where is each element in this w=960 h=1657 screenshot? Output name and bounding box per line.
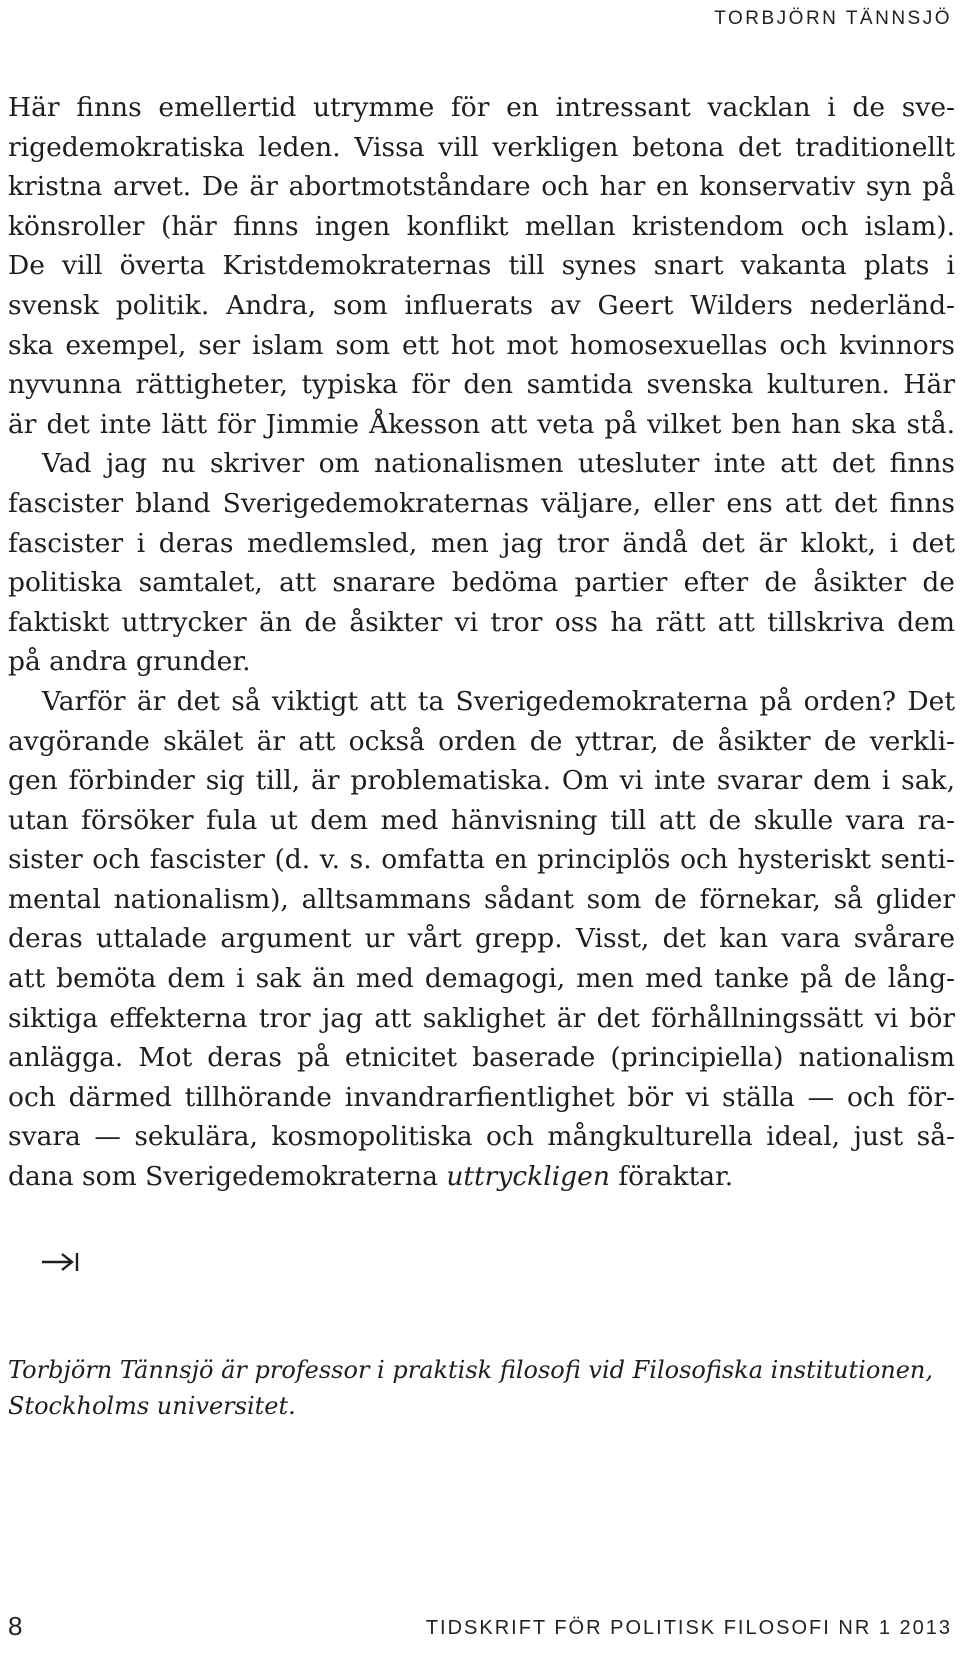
byline-line-2: Stockholms universitet. bbox=[8, 1392, 296, 1420]
page-number: 8 bbox=[8, 1611, 23, 1641]
body-line: kristna arvet. De är abortmotståndare och har en konservativ syn på bbox=[8, 171, 955, 203]
body-line: och därmed tillhörande invandrarfientlighet bör vi ställa — och för- bbox=[8, 1081, 955, 1113]
body-line: siktiga effekterna tror jag att saklighet är det förhållningssätt vi bör bbox=[8, 1002, 955, 1034]
body-line: De vill överta Kristdemokraternas till synes snart vakanta plats i bbox=[8, 250, 955, 282]
running-head: TORBJÖRN TÄNNSJÖ bbox=[714, 8, 952, 29]
body-line: rigedemokratiska leden. Vissa vill verkligen betona det traditionellt bbox=[8, 131, 955, 163]
body-line-last bbox=[8, 1157, 955, 1197]
body-line: utan försöker fula ut dem med hänvisning till att de skulle vara ra- bbox=[8, 804, 955, 836]
body-line-last-tail: föraktar. bbox=[609, 1161, 734, 1193]
body-line: politiska samtalet, att snarare bedöma partier efter de åsikter de bbox=[8, 567, 955, 599]
body-line: anlägga. Mot deras på etnicitet baserade (principiella) nationalism bbox=[8, 1042, 955, 1074]
body-line: att bemöta dem i sak än med demagogi, men med tanke på de lång- bbox=[8, 963, 955, 995]
body-line: deras uttalade argument ur vårt grepp. Visst, det kan vara svårare bbox=[8, 923, 955, 955]
body-line: Här finns emellertid utrymme för en intressant vacklan i de sve- bbox=[8, 92, 955, 123]
body-line: ska exempel, ser islam som ett hot mot homosexuellas och kvinnors bbox=[8, 329, 955, 361]
body-line: fascister i deras medlemsled, men jag tror ändå det är klokt, i det bbox=[8, 527, 955, 559]
body-line: mental nationalism), alltsammans sådant som de förnekar, så glider bbox=[8, 883, 955, 915]
body-line: sister och fascister (d. v. s. omfatta en principlös och hysteriskt senti- bbox=[8, 844, 955, 876]
body-line: könsroller (här finns ingen konflikt mellan kristendom och islam). bbox=[8, 210, 955, 242]
body-line: på andra grunder. bbox=[8, 646, 251, 678]
body-line: nyvunna rättigheter, typiska för den samtida svenska kulturen. Här bbox=[8, 369, 955, 401]
end-of-article-arrow-icon bbox=[40, 1250, 80, 1274]
body-line: faktiskt uttrycker än de åsikter vi tror oss ha rätt att tillskriva dem bbox=[8, 606, 955, 638]
body-line-last-start: dana som Sverigedemokraterna bbox=[8, 1161, 447, 1193]
author-byline bbox=[8, 1352, 955, 1424]
body-line: svensk politik. Andra, som influerats av Geert Wilders nederländ- bbox=[8, 289, 955, 321]
byline-line-1: Torbjörn Tännsjö är professor i praktisk filosofi vid Filosofiska institutionen, bbox=[8, 1356, 934, 1384]
body-line: Varför är det så viktigt att ta Sverigedemokraterna på orden? Det bbox=[42, 685, 955, 717]
body-line: svara — sekulära, kosmopolitiska och mångkulturella ideal, just så- bbox=[8, 1121, 955, 1153]
emphasis-text: uttryckligen bbox=[446, 1161, 610, 1193]
body-line: avgörande skälet är att också orden de yttrar, de åsikter de verkli- bbox=[8, 725, 955, 757]
body-line: fascister bland Sverigedemokraternas väljare, eller ens att det finns bbox=[8, 487, 955, 519]
body-line: är det inte lätt för Jimmie Åkesson att veta på vilket ben han ska stå. bbox=[8, 408, 955, 440]
journal-footer: TIDSKRIFT FÖR POLITISK FILOSOFI NR 1 2013 bbox=[425, 1617, 952, 1639]
body-line: Vad jag nu skriver om nationalismen utesluter inte att det finns bbox=[42, 448, 955, 480]
article-body bbox=[8, 88, 955, 1197]
body-line: gen förbinder sig till, är problematiska. Om vi inte svarar dem i sak, bbox=[8, 765, 955, 797]
